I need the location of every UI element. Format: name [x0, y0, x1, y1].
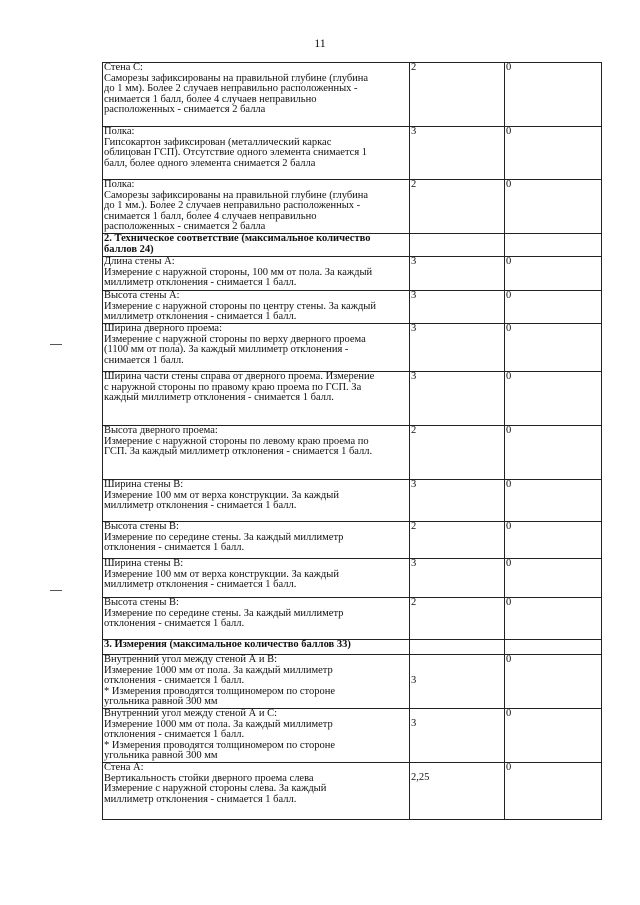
criterion-text	[103, 180, 410, 234]
criterion-line: 3. Измерения (максимальное количество баллов 33)	[104, 639, 351, 650]
score-cell	[505, 324, 602, 372]
score-value: 0	[506, 290, 512, 301]
max-points: 3	[411, 479, 417, 490]
criterion-row	[103, 522, 602, 559]
score-cell	[505, 655, 602, 709]
score-cell	[505, 180, 602, 234]
criterion-line: Измерение с наружной стороны слева. За каждый	[104, 783, 327, 795]
criterion-line: отклонения - снимается 1 балл.	[104, 618, 245, 630]
criterion-row	[103, 63, 602, 127]
score-value: 0	[506, 323, 512, 334]
criterion-text	[103, 522, 410, 559]
max-points-cell	[410, 234, 505, 257]
max-points-cell	[410, 324, 505, 372]
criterion-row	[103, 257, 602, 291]
criterion-line: расположенных - снимается 2 балла	[104, 221, 266, 233]
max-points: 3	[411, 323, 417, 334]
criterion-line: Ширина дверного проема:	[104, 323, 222, 334]
score-value: 0	[506, 126, 512, 137]
criterion-line: Гипсокартон зафиксирован (металлический каркас	[104, 136, 332, 148]
criterion-text	[103, 63, 410, 127]
criterion-line: миллиметр отклонения - снимается 1 балл.	[104, 793, 297, 805]
section-header-row	[103, 640, 602, 655]
max-points: 3	[411, 256, 417, 267]
criterion-line: Измерение 1000 мм от пола. За каждый миллиметр	[104, 718, 333, 730]
max-points-cell	[410, 291, 505, 324]
max-points-cell	[410, 522, 505, 559]
max-points: 3	[411, 126, 417, 137]
criterion-line: Саморезы зафиксированы на правильной глубине (глубина	[104, 189, 369, 201]
score-cell	[505, 63, 602, 127]
score-value: 0	[506, 597, 512, 608]
max-points: 2	[411, 425, 417, 436]
score-cell	[505, 372, 602, 426]
max-points: 3	[411, 371, 417, 382]
criterion-line: снимается 1 балл, более 4 случаев неправильно	[104, 210, 317, 222]
criterion-line: угольника равной 300 мм	[104, 750, 218, 762]
score-value: 0	[506, 179, 512, 190]
max-points-cell	[410, 655, 505, 709]
criterion-row	[103, 372, 602, 426]
score-value: 0	[506, 62, 512, 73]
criterion-line: до 1 мм). Более 2 случаев неправильно расположенных -	[104, 83, 358, 95]
criterion-line: каждый миллиметр отклонения - снимается 1 балл.	[104, 392, 334, 404]
score-value: 0	[506, 371, 512, 382]
criterion-text	[103, 127, 410, 180]
criterion-line: миллиметр отклонения - снимается 1 балл.	[104, 277, 297, 289]
max-points: 3	[411, 290, 417, 301]
max-points-cell	[410, 180, 505, 234]
max-points-cell	[410, 640, 505, 655]
criterion-row	[103, 708, 602, 762]
max-points: 3	[411, 558, 417, 569]
criterion-text	[103, 655, 410, 709]
criterion-row	[103, 291, 602, 324]
score-value: 0	[506, 654, 512, 665]
criterion-line: Высота дверного проема:	[104, 425, 218, 436]
max-points-cell	[410, 257, 505, 291]
max-points: 2	[411, 597, 417, 608]
score-value: 0	[506, 521, 512, 532]
criterion-line: Измерение 1000 мм от пола. За каждый миллиметр	[104, 664, 333, 676]
margin-mark	[50, 344, 62, 345]
criterion-line: Измерение по середине стены. За каждый миллиметр	[104, 531, 344, 543]
score-cell	[505, 127, 602, 180]
criterion-line: Полка:	[104, 179, 135, 190]
criterion-line: миллиметр отклонения - снимается 1 балл.	[104, 311, 297, 323]
criterion-text	[103, 708, 410, 762]
criterion-row	[103, 762, 602, 819]
criterion-line: до 1 мм.). Более 2 случаев неправильно расположенных -	[104, 200, 361, 212]
criterion-line: * Измерения проводятся толщиномером по стороне	[104, 685, 336, 697]
criterion-line: Измерение 100 мм от верха конструкции. За каждый	[104, 568, 339, 580]
criterion-line: Ширина стены В:	[104, 558, 184, 569]
score-cell	[505, 640, 602, 655]
criterion-row	[103, 559, 602, 598]
criterion-line: Измерение с наружной стороны по левому краю проема по	[104, 435, 369, 447]
criterion-text	[103, 559, 410, 598]
criterion-line: Высота стены В:	[104, 521, 179, 532]
criterion-text	[103, 762, 410, 819]
criterion-row	[103, 480, 602, 522]
criterion-row	[103, 180, 602, 234]
criterion-text	[103, 324, 410, 372]
page-number: 11	[314, 36, 326, 50]
section-title	[103, 234, 410, 257]
max-points: 3	[411, 675, 417, 686]
criterion-line: миллиметр отклонения - снимается 1 балл.	[104, 500, 297, 512]
score-cell	[505, 480, 602, 522]
criterion-line: Измерение с наружной стороны по верху дверного проема	[104, 333, 366, 345]
criterion-line: Измерение 100 мм от верха конструкции. За каждый	[104, 489, 339, 501]
criterion-line: отклонения - снимается 1 балл.	[104, 542, 245, 554]
criterion-row	[103, 127, 602, 180]
criterion-line: Измерение с наружной стороны, 100 мм от пола. За каждый	[104, 266, 373, 278]
criterion-line: снимается 1 балл, более 4 случаев неправильно	[104, 93, 317, 105]
criterion-row	[103, 426, 602, 480]
criterion-row	[103, 598, 602, 640]
criterion-line: Саморезы зафиксированы на правильной глубине (глубина	[104, 72, 369, 84]
max-points-cell	[410, 426, 505, 480]
criterion-text	[103, 291, 410, 324]
score-value: 0	[506, 425, 512, 436]
criterion-text	[103, 426, 410, 480]
score-cell	[505, 708, 602, 762]
criterion-row	[103, 655, 602, 709]
score-cell	[505, 234, 602, 257]
max-points: 2,25	[411, 771, 430, 783]
criterion-line: Длина стены А:	[104, 256, 175, 267]
score-cell	[505, 291, 602, 324]
score-value: 0	[506, 707, 512, 719]
criterion-text	[103, 598, 410, 640]
criterion-line: отклонения - снимается 1 балл.	[104, 729, 245, 741]
max-points-cell	[410, 598, 505, 640]
score-value: 0	[506, 256, 512, 267]
criterion-line: Высота стены В:	[104, 597, 179, 608]
score-cell	[505, 559, 602, 598]
criterion-line: с наружной стороны по правому краю проема по ГСП. За	[104, 381, 362, 393]
criterion-line: Полка:	[104, 126, 135, 137]
criterion-line: Внутренний угол между стеной А и В:	[104, 654, 278, 665]
score-value: 0	[506, 761, 512, 773]
max-points: 2	[411, 179, 417, 190]
score-value: 0	[506, 558, 512, 569]
criterion-line: балл, более одного элемента снимается 2 балла	[104, 157, 316, 169]
max-points-cell	[410, 559, 505, 598]
max-points-cell	[410, 762, 505, 819]
max-points: 3	[411, 717, 417, 729]
score-cell	[505, 426, 602, 480]
criterion-line: Измерение по середине стены. За каждый миллиметр	[104, 607, 344, 619]
score-cell	[505, 522, 602, 559]
score-cell	[505, 257, 602, 291]
score-cell	[505, 598, 602, 640]
score-value: 0	[506, 479, 512, 490]
criterion-line: расположенных - снимается 2 балла	[104, 104, 266, 116]
section-header-row	[103, 234, 602, 257]
criterion-line: отклонения - снимается 1 балл.	[104, 675, 245, 687]
criterion-line: облицован ГСП). Отсутствие одного элемента снимается 1	[104, 147, 368, 159]
max-points-cell	[410, 372, 505, 426]
criterion-line: миллиметр отклонения - снимается 1 балл.	[104, 579, 297, 591]
criterion-line: Вертикальность стойки дверного проема слева	[104, 772, 314, 784]
criteria-table	[102, 62, 602, 820]
criterion-line: угольника равной 300 мм	[104, 696, 218, 708]
criterion-line: баллов 24)	[104, 243, 154, 255]
criterion-line: Стена А:	[104, 761, 144, 773]
max-points: 2	[411, 62, 417, 73]
criterion-line: ГСП. За каждый миллиметр отклонения - снимается 1 балл.	[104, 446, 373, 458]
criterion-line: Ширина части стены справа от дверного проема. Измерение	[104, 371, 375, 382]
max-points-cell	[410, 480, 505, 522]
criterion-text	[103, 257, 410, 291]
criterion-line: * Измерения проводятся толщиномером по стороне	[104, 739, 336, 751]
criterion-text	[103, 372, 410, 426]
score-cell	[505, 762, 602, 819]
margin-mark	[50, 590, 62, 591]
criterion-line: Внутренний угол между стеной А и С:	[104, 707, 278, 719]
criterion-line: Высота стены А:	[104, 290, 180, 301]
criterion-line: снимается 1 балл.	[104, 354, 184, 366]
max-points-cell	[410, 63, 505, 127]
section-title	[103, 640, 410, 655]
criterion-line: Ширина стены В:	[104, 479, 184, 490]
criterion-line: Измерение с наружной стороны по центру стены. За каждый	[104, 300, 376, 312]
max-points-cell	[410, 127, 505, 180]
criterion-line: (1100 мм от пола). За каждый миллиметр отклонения -	[104, 344, 349, 356]
max-points-cell	[410, 708, 505, 762]
criterion-line: 2. Техническое соответствие (максимальное количество	[104, 233, 371, 244]
criterion-text	[103, 480, 410, 522]
max-points: 2	[411, 521, 417, 532]
criterion-line: Стена С:	[104, 62, 143, 73]
criterion-row	[103, 324, 602, 372]
